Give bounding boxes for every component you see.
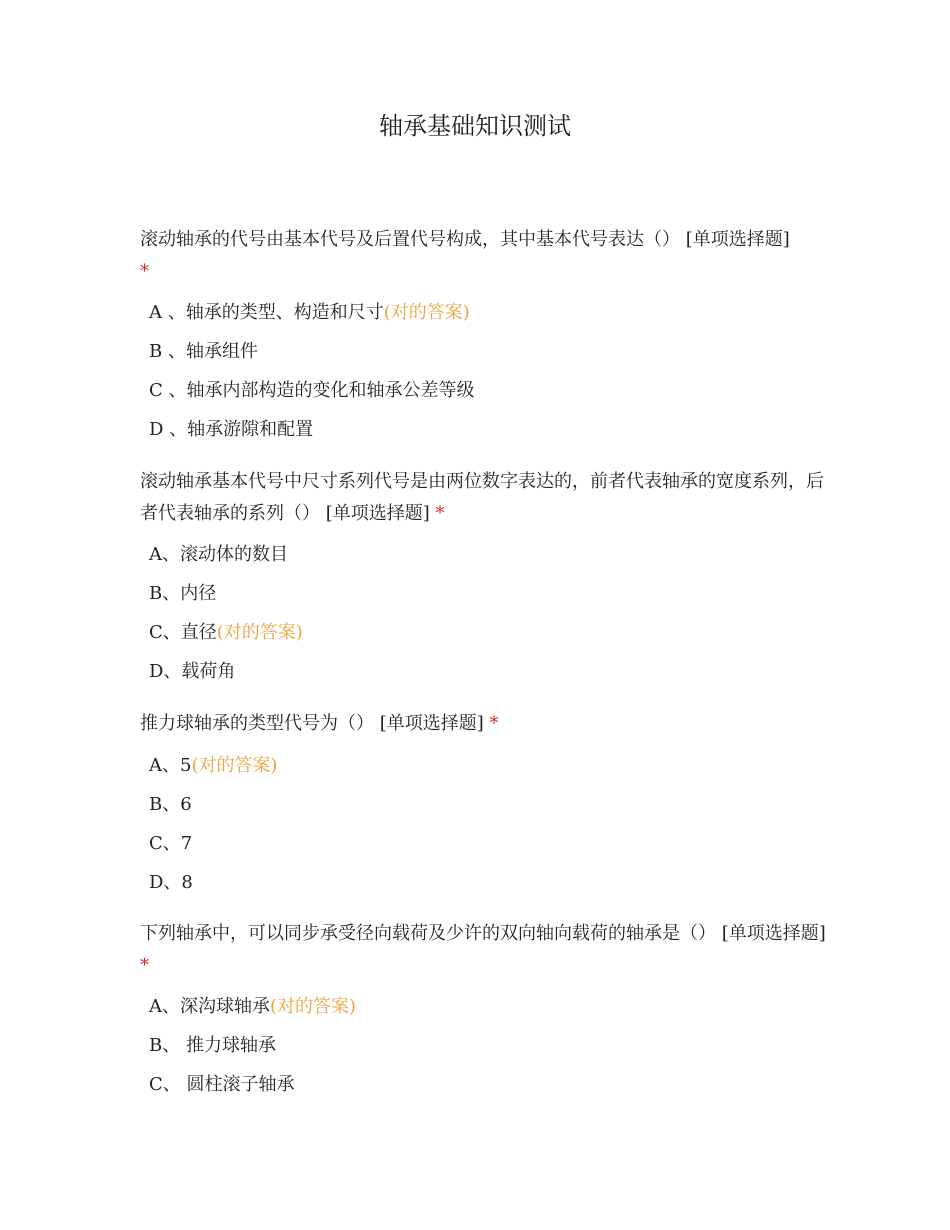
required-mark: *	[489, 713, 499, 734]
q2-option-a[interactable]	[149, 541, 288, 569]
option-label: A、滚动体的数目	[149, 544, 288, 565]
page-title: 轴承基础知识测试	[379, 112, 571, 140]
q2-option-c[interactable]	[149, 619, 303, 647]
q3-option-c[interactable]	[149, 830, 192, 858]
q2-option-b[interactable]	[149, 580, 216, 608]
option-label: C、 圆柱滚子轴承	[149, 1074, 295, 1095]
option-label: A 、轴承的类型、构造和尺寸	[149, 302, 384, 323]
option-label: C、7	[149, 833, 193, 854]
question-2	[140, 466, 830, 530]
required-mark: *	[140, 955, 149, 976]
required-mark: *	[140, 261, 149, 282]
q3-option-a[interactable]	[149, 752, 278, 780]
q4-option-c[interactable]	[149, 1071, 295, 1099]
option-label: B、6	[149, 794, 192, 815]
q2-option-d[interactable]	[149, 658, 235, 686]
option-label: B、内径	[149, 583, 217, 604]
correct-answer-tag: (对的答案)	[191, 755, 278, 776]
q1-option-b[interactable]	[149, 338, 258, 366]
question-2-text: 滚动轴承基本代号中尺寸系列代号是由两位数字表达的，前者代表轴承的宽度系列，后者代表轴承的系列（） [单项选择题]	[140, 471, 824, 524]
option-label: A、深沟球轴承	[149, 996, 270, 1017]
correct-answer-tag: (对的答案)	[383, 302, 470, 323]
option-label: B 、轴承组件	[149, 341, 258, 362]
question-3-text: 推力球轴承的类型代号为（） [单项选择题]	[140, 713, 484, 734]
q1-option-a[interactable]	[149, 299, 470, 327]
option-label: C、直径	[149, 622, 217, 643]
option-label: B、 推力球轴承	[149, 1035, 276, 1056]
q4-option-b[interactable]	[149, 1032, 276, 1060]
correct-answer-tag: (对的答案)	[216, 622, 303, 643]
question-3	[140, 708, 830, 740]
required-mark: *	[435, 503, 445, 524]
q1-option-c[interactable]	[149, 377, 475, 405]
question-4-text: 下列轴承中，可以同步承受径向载荷及少许的双向轴向载荷的轴承是（） [单项选择题]	[140, 923, 826, 944]
q3-option-d[interactable]	[149, 869, 193, 897]
option-label: D 、轴承游隙和配置	[149, 419, 314, 440]
option-label: C 、轴承内部构造的变化和轴承公差等级	[149, 380, 475, 401]
q4-option-a[interactable]	[149, 993, 356, 1021]
question-1	[140, 224, 830, 288]
q1-option-d[interactable]	[149, 416, 313, 444]
option-label: A、5	[149, 755, 192, 776]
question-1-text: 滚动轴承的代号由基本代号及后置代号构成，其中基本代号表达（） [单项选择题]	[140, 229, 790, 250]
question-4	[140, 918, 830, 982]
option-label: D、载荷角	[149, 661, 236, 682]
option-label: D、8	[149, 872, 193, 893]
q3-option-b[interactable]	[149, 791, 192, 819]
correct-answer-tag: (对的答案)	[270, 996, 357, 1017]
